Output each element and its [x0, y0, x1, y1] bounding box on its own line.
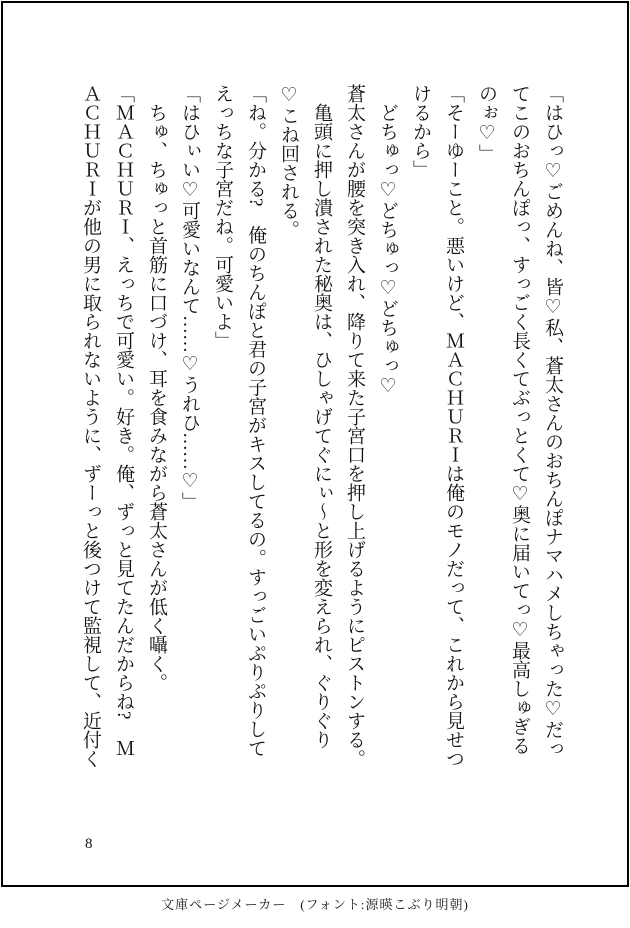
paragraph: 「ＭＡＣＨＵＲＩ、えっちで可愛い。好き。俺、ずっと見てたんだからね? ＭＡＣＨＵＲＩが他の男に取られないように、ずーっと後つけて監視して、近付く: [80, 84, 134, 768]
page-number: 8: [85, 836, 93, 852]
footer-credit: 文庫ページメーカー (フォント:源暎こぶり明朝): [161, 897, 469, 912]
paragraph: 亀頭に押し潰された秘奥は、ひしゃげてぐにぃ〜と形を変えられ、ぐりぐり: [311, 84, 332, 749]
paragraph: ちゅ、ちゅっと首筋に口づけ、耳を食みながら蒼太さんが低く囁く。: [146, 84, 167, 692]
paragraph: ♡こね回される。: [278, 84, 299, 239]
paragraph: 「ね。分かる? 俺のちんぽと君の子宮がキスしてるの。すっごいぷりぷりしてえっちな子宮だね。可愛いよ」: [212, 84, 266, 758]
body-text: [74, 84, 569, 770]
paragraph: 蒼太さんが腰を突き入れ、降りて来た子宮口を押し上げるようにピストンする。: [344, 84, 365, 768]
paragraph: 「はひぃい♡可愛いなんて……♡うれひ……♡」: [179, 84, 200, 511]
paragraph: 「そーゆーこと。悪いけど、ＭＡＣＨＵＲＩは俺のモノだって、これから見せつけるから」: [410, 84, 464, 768]
paragraph: 「はひっ♡ごめんね、皆♡私、蒼太さんのおちんぽナマハメしちゃった♡だってこのおちんぽっ、すっごく長くてぶっとくて♡奥に届いてっ♡最高しゅぎるのぉ♡」: [476, 84, 563, 758]
page-frame: [1, 1, 629, 887]
paragraph: どちゅっ♡どちゅっ♡どちゅっ♡: [377, 84, 398, 397]
